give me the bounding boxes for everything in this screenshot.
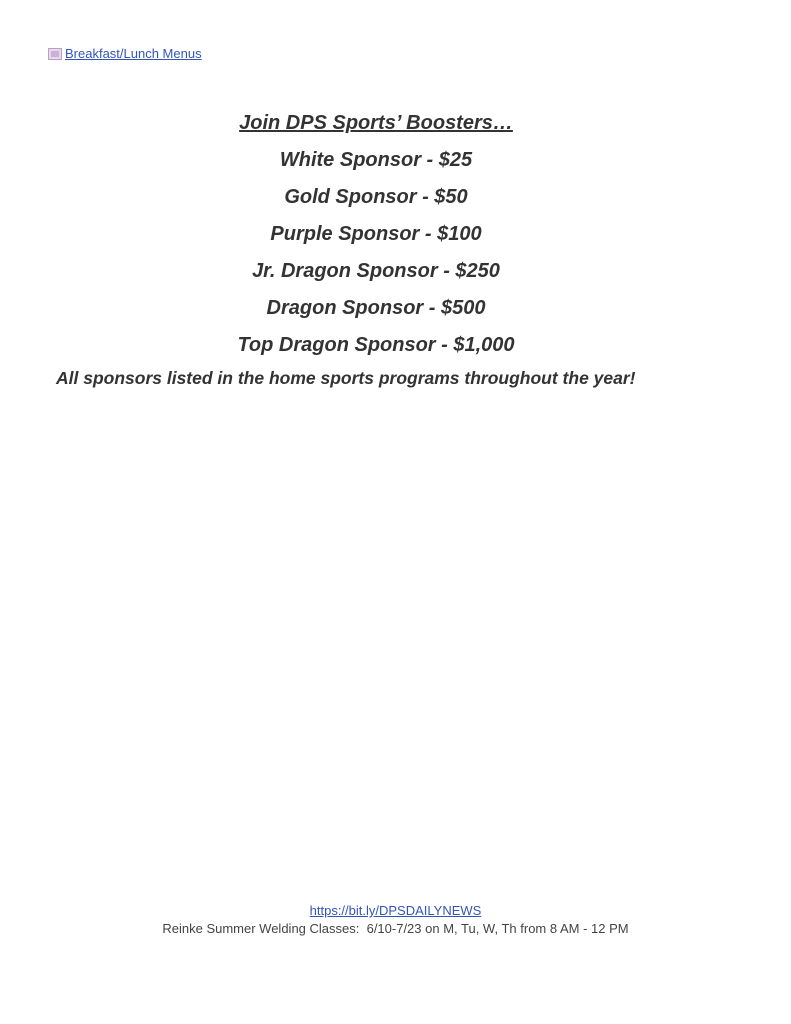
sponsor-level: Gold Sponsor - $50 bbox=[284, 186, 468, 208]
welding-classes-text: Reinke Summer Welding Classes: 6/10-7/23 on M, Tu, W, Th from 8 AM - 12 PM bbox=[162, 921, 629, 936]
footer bbox=[0, 902, 791, 938]
sponsor-level: Top Dragon Sponsor - $1,000 bbox=[237, 334, 515, 356]
boosters-heading: Join DPS Sports’ Boosters… bbox=[239, 112, 513, 134]
sponsor-level: Purple Sponsor - $100 bbox=[270, 223, 482, 245]
breakfast-lunch-menus-link[interactable]: Breakfast/Lunch Menus bbox=[65, 46, 202, 61]
menu-icon bbox=[48, 48, 62, 60]
sponsor-level: Jr. Dragon Sponsor - $250 bbox=[252, 260, 500, 282]
sponsor-level: White Sponsor - $25 bbox=[279, 149, 473, 171]
sponsor-level: Dragon Sponsor - $500 bbox=[266, 297, 486, 319]
boosters-section bbox=[0, 108, 752, 367]
daily-news-link[interactable]: https://bit.ly/DPSDAILYNEWS bbox=[309, 903, 482, 918]
sponsor-list bbox=[0, 145, 752, 367]
sponsors-note: All sponsors listed in the home sports programs throughout the year! bbox=[56, 368, 636, 388]
menus-link-row bbox=[48, 46, 202, 61]
